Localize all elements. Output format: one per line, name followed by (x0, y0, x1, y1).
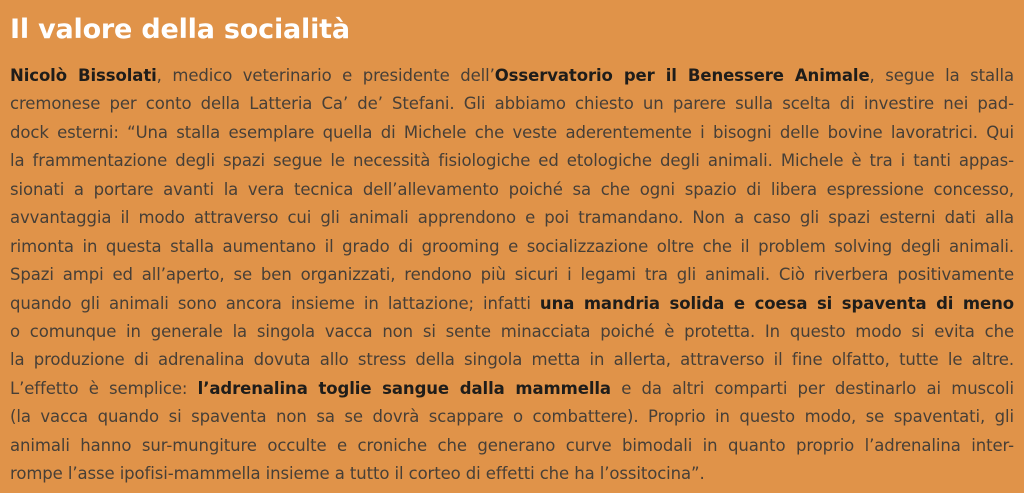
text-segment: animali hanno sur-mungiture occulte e croniche che generano curve bimodali in quanto proprio l’adrenalina inter- (10, 435, 1014, 455)
text-segment: Spazi ampi ed all’aperto, se ben organizzati, rendono più sicuri i legami tra gli animali. Ciò riverbera positivamente (10, 265, 1014, 285)
text-segment: L’effetto è semplice: (10, 378, 198, 398)
text-segment: quando gli animali sono ancora insieme in lattazione; infatti (10, 293, 540, 313)
paragraph-line (10, 147, 1014, 175)
paragraph-line (10, 204, 1014, 232)
text-segment: rompe l’asse ipofisi-mammella insieme a tutto il corteo di effetti che ha l’ossitocina”. (10, 464, 705, 484)
paragraph-line (10, 375, 1014, 403)
paragraph-line (10, 119, 1014, 147)
text-segment: rimonta in questa stalla aumentano il grado di grooming e socializzazione oltre che il problem solving degli animali. (10, 236, 1014, 256)
paragraph-line (10, 403, 1014, 431)
paragraph-line (10, 90, 1014, 118)
text-segment: e da altri comparti per destinarlo ai muscoli (610, 378, 1014, 398)
text-segment: (la vacca quando si spaventa non sa se dovrà scappare o combattere). Proprio in questo modo, se spaventati, gli (10, 407, 1014, 427)
bold-text-segment: Osservatorio per il Benessere Animale (494, 66, 870, 85)
text-segment: la produzione di adrenalina dovuta allo stress della singola metta in allerta, attraverso il fine olfatto, tutte le altre. (10, 350, 1014, 370)
paragraph-line (10, 261, 1014, 289)
paragraph-line (10, 460, 1014, 488)
paragraph-line (10, 346, 1014, 374)
text-segment: cremonese per conto della Latteria Ca’ de’ Stefani. Gli abbiamo chiesto un parere sulla scelta di investire nei pad- (10, 94, 1014, 114)
article-body (10, 62, 1014, 489)
bold-text-segment: l’adrenalina toglie sangue dalla mammella (197, 378, 611, 398)
bold-text-segment: una mandria solida e coesa si spaventa di meno (539, 293, 1014, 313)
paragraph-line (10, 233, 1014, 261)
text-segment: avvantaggia il modo attraverso cui gli animali apprendono e poi tramandano. Non a caso gli spazi esterni dati alla (10, 208, 1014, 228)
paragraph-line (10, 432, 1014, 460)
text-segment: la frammentazione degli spazi segue le necessità fisiologiche ed etologiche degli animali. Michele è tra i tanti appas- (10, 151, 1014, 171)
paragraph-line (10, 176, 1014, 204)
text-segment: sionati a portare avanti la vera tecnica dell’allevamento poiché sa che ogni spazio di libera espressione concesso, (10, 179, 1014, 199)
bold-text-segment: Nicolò Bissolati (10, 66, 157, 85)
paragraph-line (10, 290, 1014, 318)
text-segment: dock esterni: “Una stalla esemplare quella di Michele che veste aderentemente i bisogni delle bovine lavoratrici. Qui (10, 122, 1014, 142)
article-title: Il valore della socialità (10, 14, 350, 45)
paragraph-line (10, 318, 1014, 346)
text-segment: o comunque in generale la singola vacca non si sente minacciata poiché è protetta. In questo modo si evita che (10, 321, 1014, 341)
text-segment: , medico veterinario e presidente dell’ (156, 66, 495, 85)
paragraph-line (10, 62, 1014, 90)
text-segment: , segue la stalla (869, 66, 1014, 85)
